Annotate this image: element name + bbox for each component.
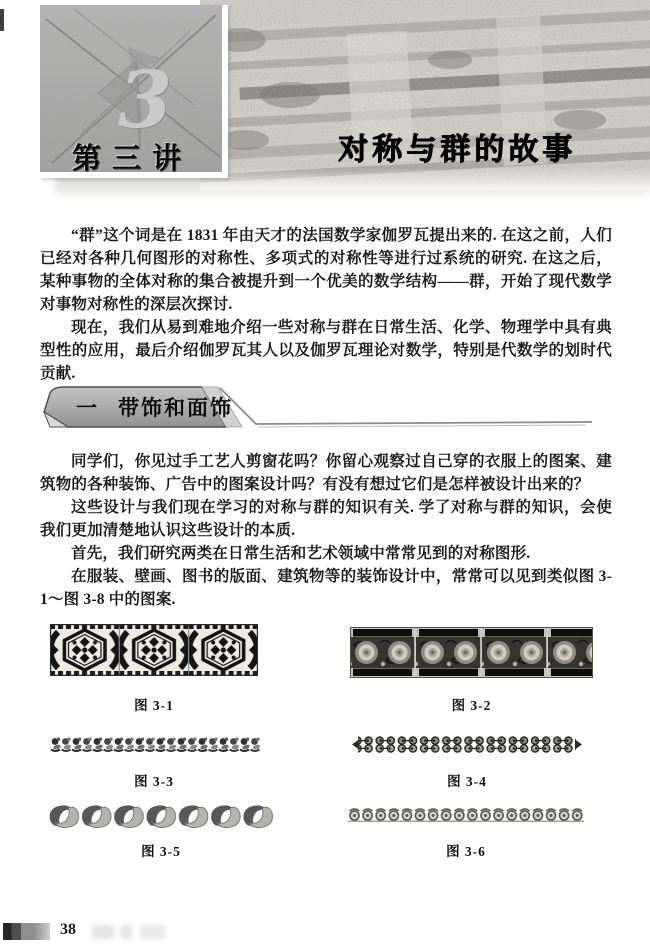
figure-3-4-ornament-strip [352,736,582,753]
figure-caption: 图 3-2 [451,698,492,713]
section-banner [34,384,600,430]
banner-tail-shadow [258,425,586,427]
intro-paragraphs [40,224,612,385]
paragraph: 同学们，你见过手工艺人剪窗花吗？你留心观察过自己穿的衣服上的图案、建筑物的各种装饰、广告中的图案设计吗？有没有想过它们是怎样被设计出来的？ [40,453,612,493]
section-paragraphs [40,450,612,611]
figure-3-6-ornament-strip [348,808,584,822]
page-number: 38 [60,921,76,938]
scan-edge-mark [0,9,4,31]
paragraph: “群”这个词是在 1831 年由天才的法国数学家伽罗瓦提出来的. 在这之前，人们已经对各种几何图形的对称性、多项式的对称性等进行过系统的研究. 在这之后，某种事物的全体对称的集合被提升到一个优美的数学结构——群，开始了现代数学对事物对称性的深层次探讨. [40,227,612,313]
section-number: 一 [76,397,97,420]
figure-3-1-ornament-band [50,624,258,676]
chapter-title: 对称与群的故事 [338,133,576,166]
paragraph: 这些设计与我们现在学习的对称与群的知识有关. 学了对称与群的知识，会使我们更加清楚地认识这些设计的本质. [40,499,612,539]
figure-3-3-ornament-strip [50,736,260,752]
paragraph: 在服装、壁画、图书的版面、建筑物等的装饰设计中，常常可以见到类似图 3-1～图 3-8 中的图案. [40,568,612,608]
figure-3-2-ornament-band [350,627,593,678]
figure-caption: 图 3-6 [446,844,486,859]
ink-bleed-smudge [92,925,114,939]
lecture-title: 第三讲 [72,143,193,175]
figure-caption: 图 3-1 [134,698,174,713]
figure-3-5-ornament-strip [48,803,274,830]
figure-caption: 图 3-3 [134,774,174,789]
paragraph: 现在，我们从易到难地介绍一些对称与群在日常生活、化学、物理学中具有典型性的应用，最后介绍伽罗瓦其人以及伽罗瓦理论对数学，特别是代数学的划时代贡献. [40,319,612,382]
footer-gradient-bar [3,923,50,940]
banner-tail-line [220,388,592,424]
lecture-number: 3 [118,55,173,146]
paragraph: 首先，我们研究两类在日常生活和艺术领域中常常见到的对称图形. [71,545,531,562]
figure-caption: 图 3-4 [447,774,487,789]
figure-caption: 图 3-5 [141,844,181,859]
ink-bleed-smudge [120,925,132,939]
section-title: 带饰和面饰 [118,397,233,420]
ink-bleed-smudge [140,925,166,939]
